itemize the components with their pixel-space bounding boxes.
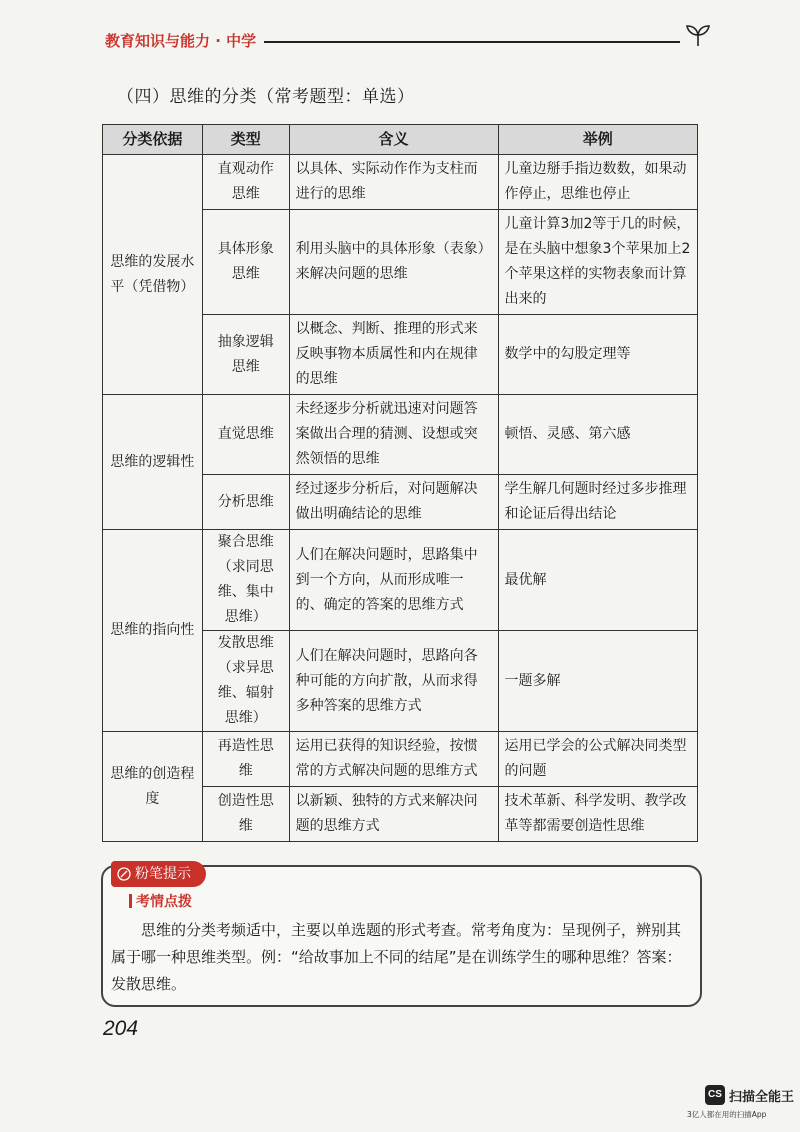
header-title: 教育知识与能力 · 中学 [105, 30, 264, 51]
meaning-cell: 人们在解决问题时，思路向各种可能的方向扩散，从而求得多种答案的思维方式 [289, 631, 498, 732]
section-title: （四）思维的分类（常考题型：单选） [117, 87, 415, 107]
tip-body: 思维的分类考频适中，主要以单选题的形式考查。常考角度为：呈现例子，辨别其属于哪一种思维类型。例：“给故事加上不同的结尾”是在训练学生的哪种思维？答案：发散思维。 [111, 921, 682, 993]
type-cell: 创造性思维 [202, 787, 289, 842]
example-cell: 顿悟、灵感、第六感 [498, 395, 697, 475]
tip-tab-label: 粉笔提示 [135, 866, 191, 882]
sprout-icon [683, 24, 713, 48]
type-cell: 分析思维 [202, 475, 289, 530]
meaning-cell: 以新颖、独特的方式来解决问题的思维方式 [289, 787, 498, 842]
col-header-type: 类型 [202, 125, 289, 155]
tip-box [101, 865, 702, 1007]
table-header-row [103, 125, 698, 155]
type-cell: 抽象逻辑思维 [202, 315, 289, 395]
scanner-tagline: 3亿人都在用的扫描App [687, 1110, 767, 1119]
camscanner-logo-icon: CS [705, 1085, 725, 1105]
type-cell: 再造性思维 [202, 732, 289, 787]
tip-tab [111, 861, 206, 887]
col-header-example: 举例 [498, 125, 697, 155]
meaning-cell: 利用头脑中的具体形象（表象）来解决问题的思维 [289, 210, 498, 315]
basis-cell: 思维的指向性 [103, 530, 203, 732]
type-cell: 直观动作思维 [202, 155, 289, 210]
example-cell: 儿童计算3加2等于几的时候，是在头脑中想象3个苹果加上2个苹果这样的实物表象而计算出来的 [498, 210, 697, 315]
meaning-cell: 以具体、实际动作作为支柱而进行的思维 [289, 155, 498, 210]
classification-table [102, 124, 698, 842]
basis-cell: 思维的创造程度 [103, 732, 203, 842]
meaning-cell: 经过逐步分析后，对问题解决做出明确结论的思维 [289, 475, 498, 530]
example-cell: 数学中的勾股定理等 [498, 315, 697, 395]
scanner-watermark [687, 1085, 795, 1125]
meaning-cell: 未经逐步分析就迅速对问题答案做出合理的猜测、设想或突然领悟的思维 [289, 395, 498, 475]
example-cell: 技术革新、科学发明、教学改革等都需要创造性思维 [498, 787, 697, 842]
type-cell: 发散思维（求异思维、辐射思维） [202, 631, 289, 732]
meaning-cell: 人们在解决问题时，思路集中到一个方向，从而形成唯一的、确定的答案的思维方式 [289, 530, 498, 631]
pen-icon [117, 867, 131, 881]
type-cell: 直觉思维 [202, 395, 289, 475]
example-cell: 最优解 [498, 530, 697, 631]
type-cell: 聚合思维（求同思维、集中思维） [202, 530, 289, 631]
page-number: 204 [103, 1017, 139, 1040]
basis-cell: 思维的逻辑性 [103, 395, 203, 530]
meaning-cell: 运用已获得的知识经验，按惯常的方式解决问题的思维方式 [289, 732, 498, 787]
table-row [103, 155, 698, 210]
type-cell: 具体形象思维 [202, 210, 289, 315]
col-header-basis: 分类依据 [103, 125, 203, 155]
tip-subtitle-text: 考情点拨 [136, 894, 192, 910]
tip-subtitle [125, 891, 192, 911]
table-row [103, 732, 698, 787]
meaning-cell: 以概念、判断、推理的形式来反映事物本质属性和内在规律的思维 [289, 315, 498, 395]
basis-cell: 思维的发展水平（凭借物） [103, 155, 203, 395]
col-header-meaning: 含义 [289, 125, 498, 155]
example-cell: 运用已学会的公式解决同类型的问题 [498, 732, 697, 787]
table-row [103, 530, 698, 631]
example-cell: 一题多解 [498, 631, 697, 732]
bar-icon [129, 894, 132, 908]
scanner-name: 扫描全能王 [729, 1090, 795, 1105]
example-cell: 学生解几何题时经过多步推理和论证后得出结论 [498, 475, 697, 530]
page-header [105, 30, 725, 54]
table-row [103, 395, 698, 475]
example-cell: 儿童边掰手指边数数，如果动作停止，思维也停止 [498, 155, 697, 210]
